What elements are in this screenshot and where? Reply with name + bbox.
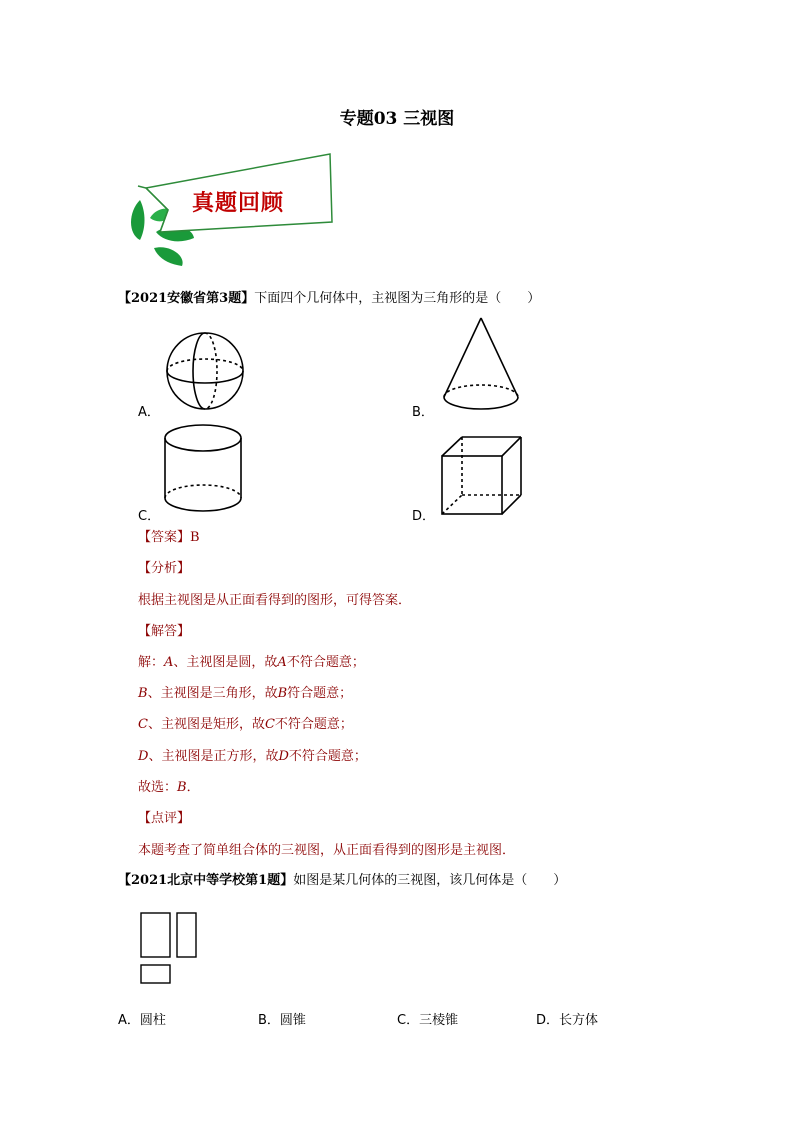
solution-line-1: 解：A、主视图是圆，故A不符合题意； (138, 655, 365, 670)
answer-label: 【答案】 (138, 530, 191, 545)
question-2-source: 【2021北京中等学校第1题】 (118, 873, 294, 888)
question-2-text: 如图是某几何体的三视图，该几何体是（ ） (293, 873, 567, 888)
option-b-label: B． (412, 405, 434, 420)
question-text: 下面四个几何体中，主视图为三角形的是（ ） (254, 291, 541, 306)
solution-line-3: C、主视图是矩形，故C不符合题意； (138, 717, 353, 732)
analysis-text: 根据主视图是从正面看得到的图形，可得答案． (138, 593, 412, 608)
solution-line-4: D、主视图是正方形，故D不符合题意； (138, 749, 367, 764)
answer-value: B (190, 530, 200, 545)
question-source: 【2021安徽省第3题】 (118, 291, 255, 306)
option-d-label: D． (412, 509, 436, 524)
q2-option-a: A．圆柱 (118, 1013, 166, 1028)
comment-label: 【点评】 (138, 811, 191, 826)
option-a-label: A． (138, 405, 160, 420)
top-view (141, 965, 170, 983)
analysis-label: 【分析】 (138, 561, 191, 576)
front-view (141, 913, 170, 957)
side-view (177, 913, 196, 957)
choice-line: 故选：B． (138, 780, 200, 795)
option-c-label: C． (138, 509, 161, 524)
q2-option-b: B．圆锥 (258, 1013, 306, 1028)
banner-text: 真题回顾 (192, 190, 285, 216)
q2-option-d: D．长方体 (536, 1013, 599, 1028)
solution-line-2: B、主视图是三角形，故B符合题意； (138, 686, 353, 701)
q2-option-c: C．三棱锥 (397, 1013, 459, 1028)
page-title: 专题03 三视图 (339, 109, 455, 129)
solution-label: 【解答】 (138, 624, 191, 639)
comment-text: 本题考查了简单组合体的三视图，从正面看得到的图形是主视图． (138, 843, 516, 858)
